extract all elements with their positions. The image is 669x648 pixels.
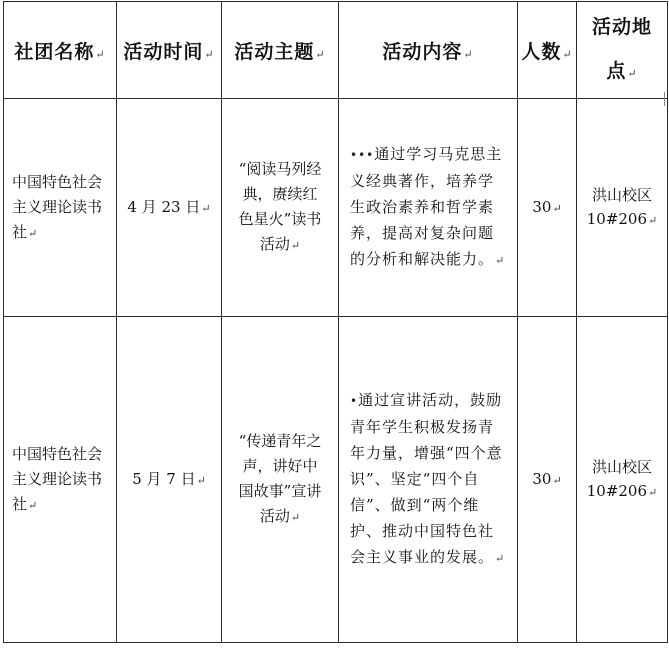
bullet-dots: • — [350, 394, 359, 408]
header-activity-theme: 活动主题↵ — [222, 2, 339, 99]
header-location-line2: 点 — [606, 59, 627, 82]
club-activity-table — [3, 1, 668, 643]
paragraph-mark-icon: ↵ — [562, 47, 573, 61]
paragraph-mark-icon: ↵ — [201, 201, 211, 215]
paragraph-mark-icon: ↵ — [28, 226, 38, 240]
paragraph-mark-icon: ↵ — [290, 239, 301, 252]
paragraph-mark-icon: ↵ — [552, 473, 562, 487]
header-club-name: 社团名称↵ — [4, 2, 117, 99]
paragraph-mark-icon: ↵ — [463, 47, 474, 61]
cell-activity-theme: “阅读马列经典，赓续红色星火”读书活动↵ — [222, 99, 339, 317]
cell-club-name: 中国特色社会主义理论读书社↵ — [4, 99, 117, 317]
paragraph-mark-icon: ↵ — [290, 511, 301, 524]
header-participant-count: 人数↵ — [518, 2, 577, 99]
cell-location: 洪山校区 10#206↵ — [577, 317, 668, 643]
cell-activity-content: •••通过学习马克思主义经典著作，培养学生政治素养和哲学素养，提高对复杂问题的分析和解决能力。↵ — [339, 99, 518, 317]
cell-participant-count: 30↵ — [518, 317, 577, 643]
cell-activity-date: 4 月 23 日↵ — [117, 99, 222, 317]
cell-location: 洪山校区 10#206↵ — [577, 99, 668, 317]
paragraph-mark-icon: ↵ — [196, 473, 206, 487]
header-activity-time: 活动时间↵ — [117, 2, 222, 99]
header-activity-location — [577, 2, 668, 99]
paragraph-mark-icon: ↵ — [315, 47, 326, 61]
cell-club-name: 中国特色社会主义理论读书社↵ — [4, 317, 117, 643]
cell-activity-content: •通过宣讲活动，鼓励青年学生积极发扬青年力量，增强“四个意识”、坚定“四个自信”、做到“两个维护、推动中国特色社会主义事业的发展。↵ — [339, 317, 518, 643]
paragraph-mark-icon: ↵ — [95, 47, 106, 61]
row-end-marker — [664, 92, 669, 106]
paragraph-mark-icon: ↵ — [627, 66, 638, 80]
header-activity-content: 活动内容↵ — [339, 2, 518, 99]
paragraph-mark-icon: ↵ — [552, 201, 562, 215]
paragraph-mark-icon: ↵ — [495, 552, 506, 565]
table-row — [4, 99, 668, 317]
paragraph-mark-icon: ↵ — [204, 47, 215, 61]
paragraph-mark-icon: ↵ — [648, 213, 658, 227]
paragraph-mark-icon: ↵ — [495, 254, 506, 267]
cell-activity-theme: “传递青年之声，讲好中国故事”宣讲活动↵ — [222, 317, 339, 643]
cell-participant-count: 30↵ — [518, 99, 577, 317]
header-row — [4, 2, 668, 99]
table-row — [4, 317, 668, 643]
header-location-line1: 活动地 — [591, 15, 652, 38]
paragraph-mark-icon: ↵ — [648, 485, 658, 499]
bullet-dots: ••• — [350, 148, 375, 162]
cell-activity-date: 5 月 7 日↵ — [117, 317, 222, 643]
paragraph-mark-icon: ↵ — [28, 498, 38, 512]
